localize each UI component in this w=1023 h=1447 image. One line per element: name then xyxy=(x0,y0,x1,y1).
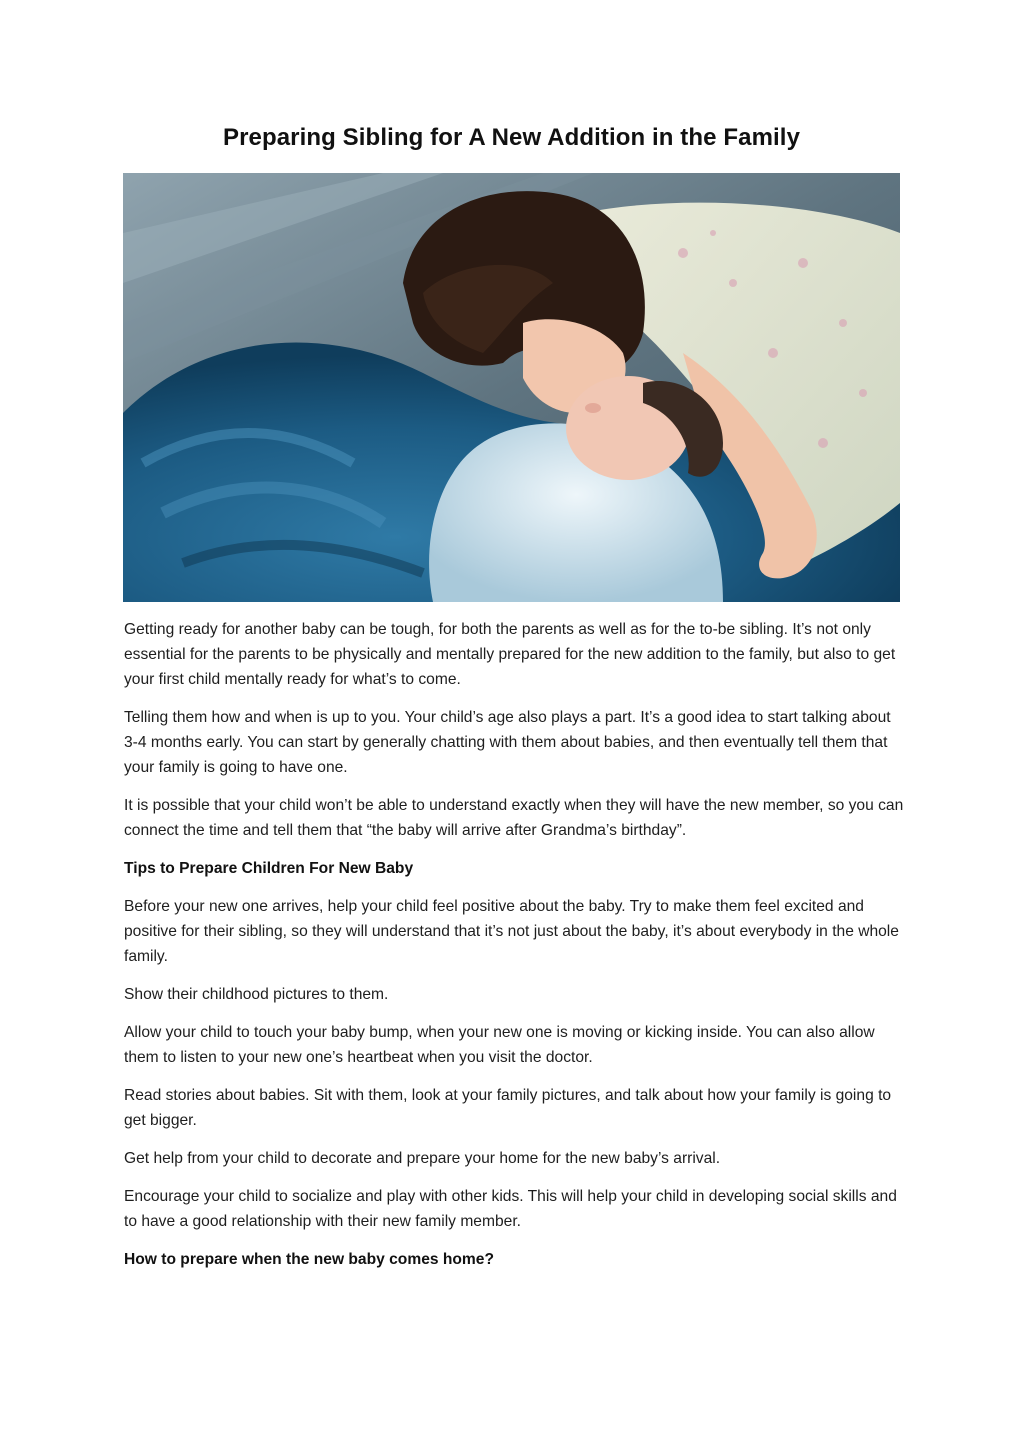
hero-photo xyxy=(123,173,900,602)
paragraph: Show their childhood pictures to them. xyxy=(124,986,389,1003)
paragraph: Get help from your child to decorate and prepare your home for the new baby’s arrival. xyxy=(124,1150,721,1167)
page-title: Preparing Sibling for A New Addition in the Family xyxy=(222,124,801,151)
paragraph: Read stories about babies. Sit with them, look at your family pictures, and talk about how your family is going to get bigger. xyxy=(124,1087,892,1129)
paragraph: Encourage your child to socialize and play with other kids. This will help your child in developing social skills and to have a good relationship with their new family member. xyxy=(124,1188,897,1230)
paragraph: Before your new one arrives, help your child feel positive about the baby. Try to make them feel excited and positive for their sibling, so they will understand that it’s not just about the baby, it’s about everybody in the whole family. xyxy=(124,898,899,965)
paragraph: Getting ready for another baby can be tough, for both the parents as well as for the to-be sibling. It’s not only essential for the parents to be physically and mentally prepared for the new addition to the family, but also to get your first child mentally ready for what’s to come. xyxy=(124,621,896,688)
paragraph: It is possible that your child won’t be able to understand exactly when they will have the new member, so you can connect the time and tell them that “the baby will arrive after Grandma’s birthday”. xyxy=(124,797,904,839)
article-body xyxy=(124,617,904,1285)
section-heading-home: How to prepare when the new baby comes home? xyxy=(124,1251,494,1268)
paragraph: Telling them how and when is up to you. Your child’s age also plays a part. It’s a good idea to start talking about 3-4 months early. You can start by generally chatting with them about babies, and then eventually tell them that your family is going to have one. xyxy=(124,709,891,776)
paragraph: Allow your child to touch your baby bump, when your new one is moving or kicking inside. You can also allow them to listen to your new one’s heartbeat when you visit the doctor. xyxy=(124,1024,875,1066)
section-heading-tips: Tips to Prepare Children For New Baby xyxy=(124,860,414,877)
photo-illustration xyxy=(123,173,900,602)
